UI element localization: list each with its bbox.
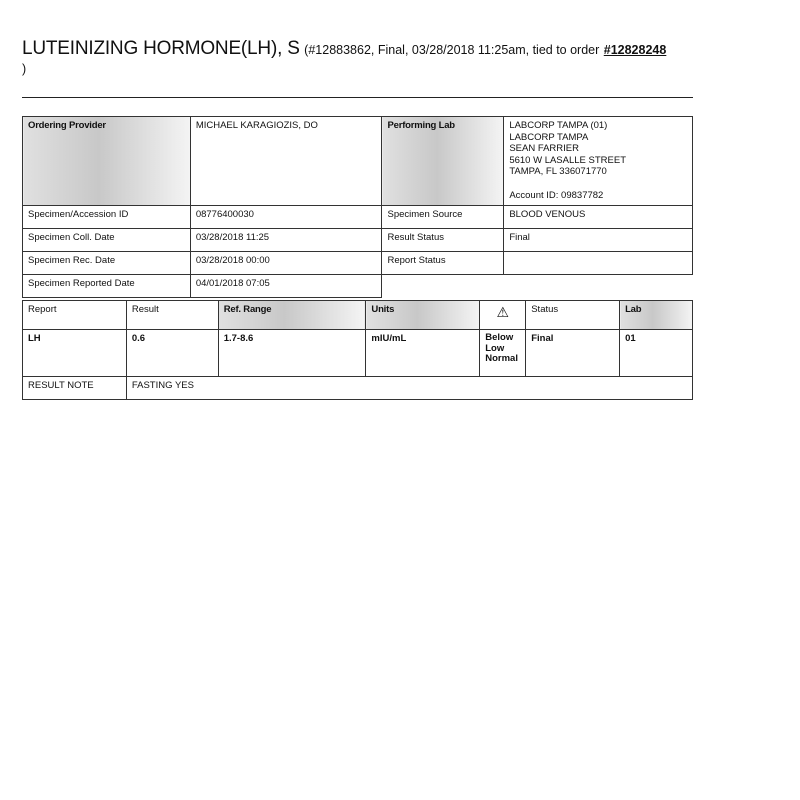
flag-line: Normal xyxy=(485,353,518,364)
rec-date-label: Specimen Rec. Date xyxy=(23,252,191,275)
result-note-row xyxy=(23,377,693,400)
col-ref-range: Ref. Range xyxy=(218,301,366,330)
ref-range-value: 1.7-8.6 xyxy=(218,330,366,377)
specimen-source-value: BLOOD VENOUS xyxy=(504,206,693,229)
lab-value: 01 xyxy=(620,330,693,377)
title-close-paren: ) xyxy=(22,62,27,76)
table-row xyxy=(23,330,693,377)
flag-line: Low xyxy=(485,342,505,354)
reported-date-value: 04/01/2018 07:05 xyxy=(190,275,382,298)
status-value: Final xyxy=(526,330,620,377)
performing-lab-address xyxy=(504,117,693,206)
provider-row xyxy=(23,117,693,206)
result-status-value: Final xyxy=(504,229,693,252)
report-status-label: Report Status xyxy=(382,252,504,275)
rec-date-value: 03/28/2018 00:00 xyxy=(190,252,382,275)
lab-address-line: LABCORP TAMPA xyxy=(509,131,589,143)
col-status: Status xyxy=(526,301,620,330)
result-value: 0.6 xyxy=(126,330,218,377)
ordering-provider-label: Ordering Provider xyxy=(23,117,191,206)
report-value: LH xyxy=(23,330,127,377)
accession-row xyxy=(23,206,693,229)
test-name: LUTEINIZING HORMONE(LH), S xyxy=(22,38,300,59)
result-note-label: RESULT NOTE xyxy=(23,377,127,400)
abnormal-flag xyxy=(480,330,526,377)
collection-row xyxy=(23,229,693,252)
lab-address-line: 5610 W LASALLE STREET xyxy=(509,154,627,166)
accession-value: 08776400030 xyxy=(190,206,382,229)
accession-label: Specimen/Accession ID xyxy=(23,206,191,229)
order-link[interactable]: #12828248 xyxy=(603,43,667,57)
reported-date-label: Specimen Reported Date xyxy=(23,275,191,298)
result-note-value: FASTING YES xyxy=(126,377,692,400)
result-meta: (#12883862, Final, 03/28/2018 11:25am, tied to order xyxy=(304,43,600,57)
col-flag xyxy=(480,301,526,330)
col-lab: Lab xyxy=(620,301,693,330)
coll-date-label: Specimen Coll. Date xyxy=(23,229,191,252)
report-title xyxy=(22,38,702,77)
coll-date-value: 03/28/2018 11:25 xyxy=(190,229,382,252)
report-status-value xyxy=(504,252,693,275)
results-header-row xyxy=(23,301,693,330)
warning-icon: ⚠ xyxy=(496,304,509,320)
flag-line: Below xyxy=(485,332,514,343)
lab-address-line: SEAN FARRIER xyxy=(509,143,579,154)
reported-row xyxy=(23,275,693,298)
performing-lab-label: Performing Lab xyxy=(382,117,504,206)
lab-address-line: TAMPA, FL 336071770 xyxy=(509,166,607,177)
header-divider xyxy=(22,97,693,98)
specimen-info-table xyxy=(22,116,693,298)
empty-cell xyxy=(504,275,693,298)
results-table xyxy=(22,300,693,400)
ordering-provider-value: MICHAEL KARAGIOZIS, DO xyxy=(190,117,382,206)
col-result: Result xyxy=(126,301,218,330)
specimen-source-label: Specimen Source xyxy=(382,206,504,229)
received-row xyxy=(23,252,693,275)
account-id: Account ID: 09837782 xyxy=(509,189,604,201)
result-status-label: Result Status xyxy=(382,229,504,252)
empty-cell xyxy=(382,275,504,298)
lab-address-line: LABCORP TAMPA (01) xyxy=(509,120,608,131)
col-report: Report xyxy=(23,301,127,330)
units-value: mIU/mL xyxy=(366,330,480,377)
col-units: Units xyxy=(366,301,480,330)
